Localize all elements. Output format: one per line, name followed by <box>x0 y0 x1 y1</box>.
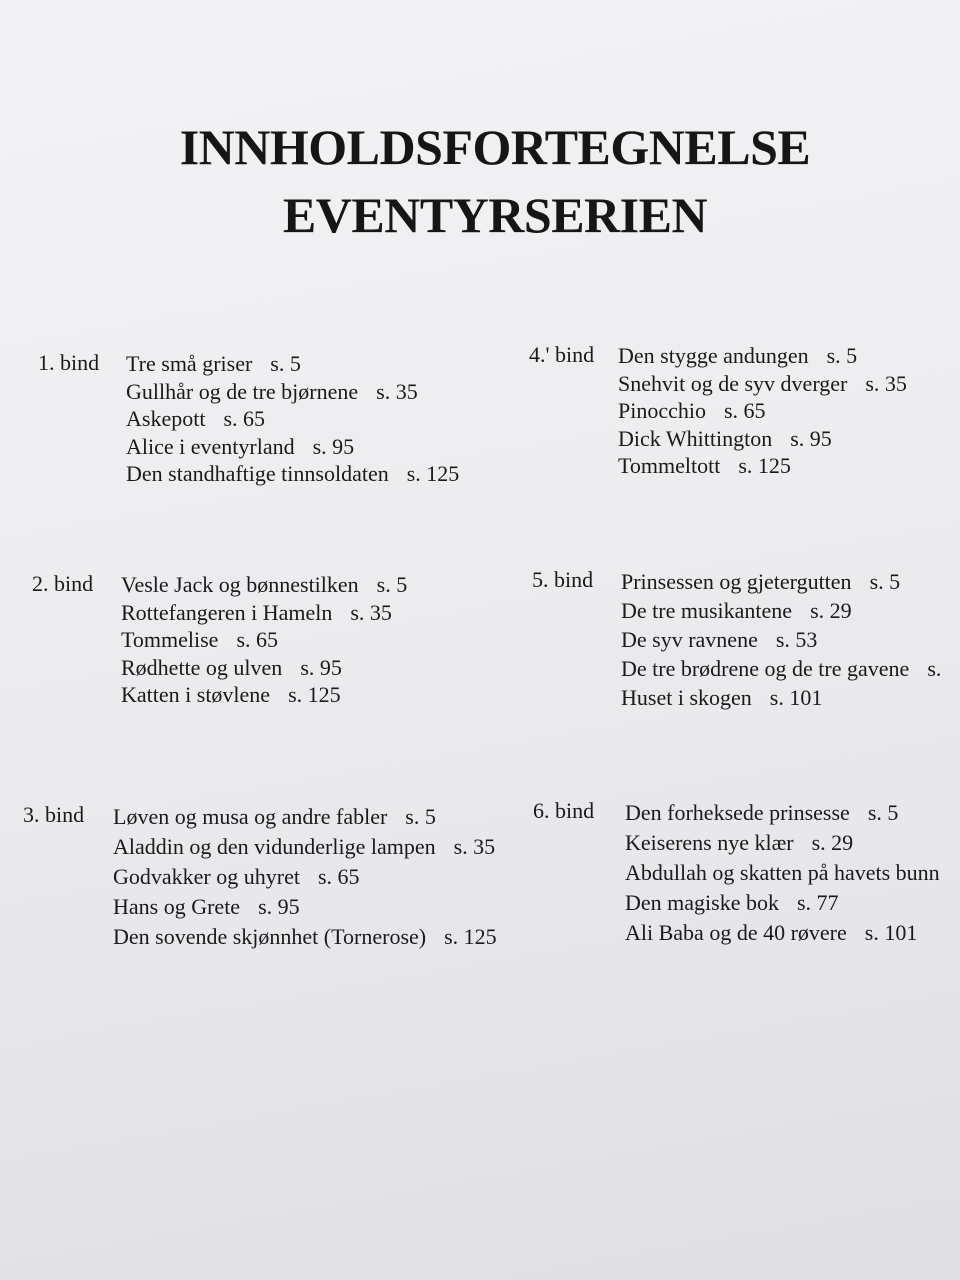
list-item <box>621 683 941 712</box>
list-item <box>625 858 958 888</box>
story-title: Alice i eventyrland <box>126 433 295 459</box>
page-number: s. 5 <box>869 569 901 594</box>
volume-label: 2. bind <box>32 571 94 596</box>
page-number: s. 95 <box>258 894 300 919</box>
page-number: s. 35 <box>376 378 418 404</box>
list-item <box>113 832 497 862</box>
list-item <box>126 350 459 378</box>
list-item <box>618 425 907 453</box>
story-title: Aladdin og den vidunderlige lampen <box>113 834 436 859</box>
list-item <box>618 397 907 425</box>
story-title: Rottefangeren i Hameln <box>121 599 333 625</box>
page-number: s. 95 <box>312 433 355 459</box>
page-number: s. 29 <box>810 598 852 623</box>
story-title: Vesle Jack og bønnestilken <box>121 572 359 597</box>
page-number: s. 95 <box>790 425 832 451</box>
story-title: Huset i skogen <box>621 685 752 710</box>
list-item <box>121 681 407 709</box>
page-number: s. 5 <box>405 804 436 829</box>
story-title: Askepott <box>126 406 206 431</box>
story-title: Den standhaftige tinnsoldaten <box>126 461 389 486</box>
list-item <box>618 452 907 480</box>
volume-label: 6. bind <box>533 798 595 823</box>
list-item <box>126 405 459 433</box>
story-title: Godvakker og uhyret <box>113 864 300 889</box>
list-item <box>625 798 958 828</box>
volume-label: 5. bind <box>532 567 594 592</box>
story-title: Hans og Grete <box>113 894 241 919</box>
list-item <box>121 571 407 599</box>
page-number: s. 125 <box>444 924 497 949</box>
page-number: s. 35 <box>453 834 496 859</box>
volume-entries <box>621 567 941 712</box>
story-title: Gullhår og de tre bjørnene <box>126 378 359 404</box>
story-title: Katten i støvlene <box>121 682 271 707</box>
list-item <box>121 599 407 627</box>
volume-label: 1. bind <box>38 350 100 375</box>
story-title: Abdullah og skatten på havets bunn <box>625 860 940 885</box>
story-title: Prinsessen og gjetergutten <box>621 569 852 594</box>
story-title: Ali Baba og de 40 røvere <box>625 920 847 945</box>
page-number: s. 35 <box>350 599 392 625</box>
volume-label: 3. bind <box>23 802 85 827</box>
page-number: s. 53 <box>775 627 818 652</box>
page-number: s. 125 <box>288 682 341 707</box>
volume-entries <box>625 798 958 948</box>
page-number: s. 35 <box>865 370 907 396</box>
list-item <box>621 654 941 683</box>
volume-entries <box>121 571 407 709</box>
story-title: De tre brødrene og de tre gavene <box>621 656 910 681</box>
story-title: Den sovende skjønnhet (Tornerose) <box>113 924 427 949</box>
story-title: Rødhette og ulven <box>121 654 283 680</box>
page-number: s. 65 <box>317 864 360 889</box>
page-number: s. 65 <box>223 406 266 431</box>
list-item <box>126 378 459 406</box>
page-number: s. 101 <box>769 685 823 710</box>
page-number: s. 65 <box>724 398 766 423</box>
list-item <box>621 567 941 596</box>
volume-entries <box>126 350 459 488</box>
story-title: Tommeltott <box>618 453 721 478</box>
page-number: s. 5 <box>826 343 858 368</box>
list-item <box>126 433 459 461</box>
list-item <box>621 625 941 654</box>
list-item <box>621 596 941 625</box>
story-title: Den stygge andungen <box>618 343 809 368</box>
story-title: Den magiske bok <box>625 890 779 915</box>
document-subtitle: EVENTYRSERIEN <box>282 187 708 243</box>
story-title: Snehvit og de syv dverger <box>618 370 848 396</box>
story-title: De syv ravnene <box>621 627 758 652</box>
story-title: Løven og musa og andre fabler <box>113 804 388 829</box>
page-number: s. 77 <box>796 890 839 915</box>
page-number: s. <box>927 656 942 681</box>
list-item <box>113 922 497 952</box>
list-item <box>625 888 958 918</box>
list-item <box>121 654 407 682</box>
story-title: De tre musikantene <box>621 598 793 623</box>
list-item <box>113 802 497 832</box>
page-number: s. 29 <box>811 830 854 855</box>
story-title: Den forheksede prinsesse <box>625 800 850 825</box>
story-title: Tommelise <box>121 627 219 652</box>
list-item <box>618 370 907 398</box>
volume-entries <box>113 802 497 952</box>
page-number: s. 95 <box>300 654 342 680</box>
page-number: s. 125 <box>406 461 460 486</box>
story-title: Pinocchio <box>618 398 706 423</box>
story-title: Tre små griser <box>126 351 253 376</box>
page-number: s. 5 <box>270 351 301 376</box>
document-title: INNHOLDSFORTEGNELSE <box>179 119 811 175</box>
list-item <box>625 918 958 948</box>
list-item <box>113 862 497 892</box>
story-title: Keiserens nye klær <box>625 830 794 855</box>
page-number: s. 5 <box>867 800 899 825</box>
list-item <box>113 892 497 922</box>
list-item <box>126 460 459 488</box>
story-title: Dick Whittington <box>618 425 773 451</box>
page-number: s. 65 <box>236 627 279 652</box>
page-number: s. 125 <box>738 453 791 478</box>
list-item <box>625 828 958 858</box>
volume-label: 4.' bind <box>529 342 595 367</box>
volume-entries <box>618 342 907 480</box>
list-item <box>121 626 407 654</box>
list-item <box>618 342 907 370</box>
page-number: s. 5 <box>376 572 408 597</box>
page-number: s. 101 <box>864 920 918 945</box>
